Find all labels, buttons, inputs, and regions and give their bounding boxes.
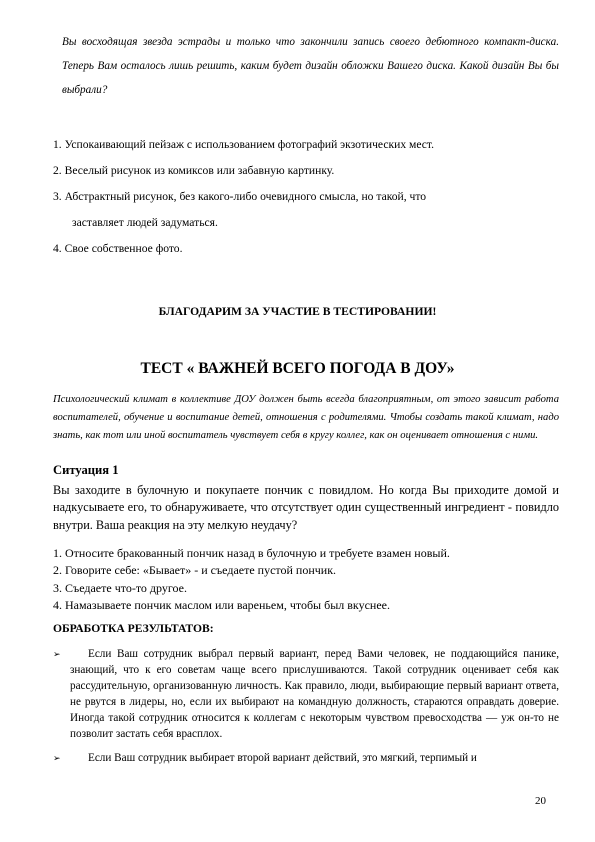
arrow-bullet-icon: ➢ xyxy=(53,649,61,659)
option-item: 4. Свое собственное фото. xyxy=(53,242,183,255)
result-item xyxy=(53,646,559,742)
page-number: 20 xyxy=(535,795,546,807)
test-lead-paragraph: Психологический климат в коллективе ДОУ должен быть всегда благоприятным, от этого зависит работа воспитателей, обучение и воспитание детей, отношения с родителями. Чтобы создать такой климат, надо знать, как тот или иной воспитатель чувствует себя в кругу коллег, как он оценивает отношения с ними. xyxy=(53,394,559,441)
option-item: 1. Относите бракованный пончик назад в булочную и требуете взамен новый. xyxy=(53,546,450,560)
result-text: Если Ваш сотрудник выбрал первый вариант, перед Вами человек, не поддающийся панике, знающий, что к его советам чаще всего прислушиваются. Такой сотрудник оценивает себя как рассудительную, организованную личность. Как правило, люди, выбирающие первый вариант ответа, не рвутся в лидеры, но, если их выбирают на командную должность, стараются оправдать доверие. Иногда такой сотрудник относится к коллегам с некоторым чувством превосходства — уж он-то не позволит застать себя врасплох. xyxy=(70,648,559,740)
arrow-bullet-icon: ➢ xyxy=(53,753,61,763)
option-item-continuation: заставляет людей задуматься. xyxy=(72,216,218,229)
results-title: ОБРАБОТКА РЕЗУЛЬТАТОВ: xyxy=(53,622,214,635)
option-item: 2. Веселый рисунок из комиксов или забавную картинку. xyxy=(53,164,335,177)
option-item: 2. Говорите себе: «Бывает» - и съедаете пустой пончик. xyxy=(53,563,337,578)
option-item: 1. Успокаивающий пейзаж с использованием фотографий экзотических мест. xyxy=(53,138,435,151)
option-item: 3. Абстрактный рисунок, без какого-либо очевидного смысла, но такой, что xyxy=(53,190,427,203)
option-item: 3. Съедаете что-то другое. xyxy=(53,580,187,595)
results-list xyxy=(53,646,559,774)
situation-options xyxy=(53,545,559,614)
test-title: ТЕСТ « ВАЖНЕЙ ВСЕГО ПОГОДА В ДОУ» xyxy=(140,360,455,377)
situation-title: Ситуация 1 xyxy=(53,463,119,477)
result-text: Если Ваш сотрудник выбирает второй вариант действий, это мягкий, терпимый и xyxy=(88,752,477,764)
situation-text: Вы заходите в булочную и покупаете пончик с повидлом. Но когда Вы приходите домой и надкусываете его, то обнаруживаете, что отсутствует один существенный ингредиент - повидло внутри. Ваша реакция на эту мелкую неудачу? xyxy=(53,483,559,532)
result-item xyxy=(53,750,559,766)
thanks-heading: БЛАГОДАРИМ ЗА УЧАСТИЕ В ТЕСТИРОВАНИИ! xyxy=(158,305,437,318)
option-item: 4. Намазываете пончик маслом или вареньем, чтобы был вкуснее. xyxy=(53,597,390,612)
cover-design-options xyxy=(53,132,559,262)
intro-question: Вы восходящая звезда эстрады и только что закончили запись своего дебютного компакт-диска. Теперь Вам осталось лишь решить, каким будет дизайн обложки Вашего диска. Какой дизайн Вы бы выбрали? xyxy=(62,36,559,96)
